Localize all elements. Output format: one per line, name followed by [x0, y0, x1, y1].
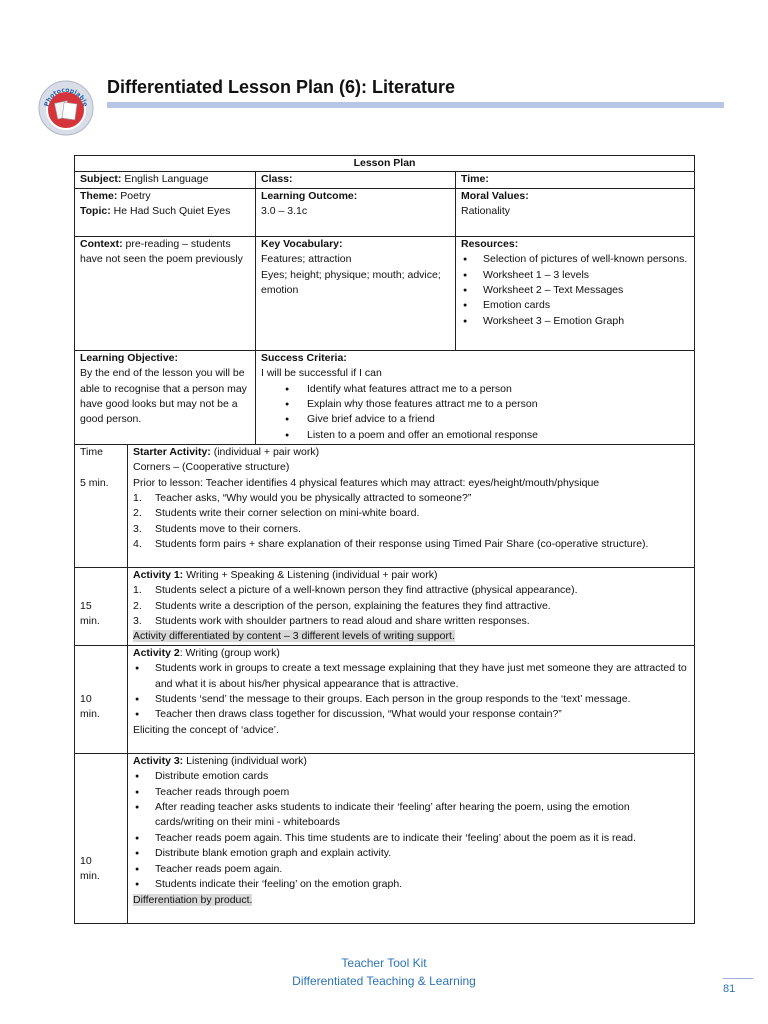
resources-cell — [456, 236, 695, 350]
success-intro: I will be successful if I can — [261, 367, 382, 380]
differentiation-note: Differentiation by product. — [133, 893, 253, 906]
table-row — [75, 350, 695, 444]
objective-cell — [75, 350, 256, 444]
activity-steps — [133, 491, 689, 553]
vocabulary-cell — [256, 236, 456, 350]
context-value: pre-reading – students have not seen the poem previously — [80, 237, 243, 266]
activity-duration: 10 min. — [80, 693, 100, 721]
photocopiable-badge-icon — [38, 80, 94, 136]
subject-cell — [75, 172, 256, 188]
time-cell — [456, 172, 695, 188]
objective-value: By the end of the lesson you will be able to recognise that a person may have good looks but may not be a good person. — [80, 367, 247, 426]
outcome-cell — [256, 188, 456, 236]
activity-duration: 10 min. — [80, 855, 100, 883]
moral-cell — [456, 188, 695, 236]
success-cell — [256, 350, 695, 444]
activity-duration: 15 min. — [80, 599, 100, 628]
list-item: ● Students ‘send’ the message to their groups. Each person in the group responds to the ‘text’ message. — [133, 692, 689, 707]
vocabulary-label: Key Vocabulary: — [261, 237, 343, 250]
activity-closing: Eliciting the concept of ‘advice’. — [133, 723, 279, 736]
resources-list — [461, 252, 689, 329]
list-item: 3. Students move to their corners. — [133, 522, 301, 535]
lesson-plan-table — [74, 155, 695, 924]
list-item: ● Students indicate their ‘feeling’ on the emotion graph. — [133, 877, 689, 892]
title-underline — [107, 102, 724, 108]
class-label: Class: — [261, 173, 293, 186]
activity-title: Activity 3: — [133, 754, 184, 767]
list-item: 2. Students write a description of the person, explaining the features they find attractive. — [133, 599, 551, 612]
activity-time-cell — [75, 567, 128, 645]
activity-time-cell — [75, 645, 128, 753]
table-row — [75, 188, 695, 236]
table-heading: Lesson Plan — [75, 156, 695, 172]
outcome-label: Learning Outcome: — [261, 189, 358, 202]
activity-steps — [133, 583, 689, 629]
activity-line: Corners – (Cooperative structure) — [133, 461, 290, 474]
activity-bullets — [133, 769, 689, 892]
list-item: ● Worksheet 3 – Emotion Graph — [461, 314, 689, 329]
topic-value: He Had Such Quiet Eyes — [113, 205, 231, 218]
activity-time-cell — [75, 444, 128, 567]
table-row — [75, 172, 695, 188]
list-item: 1. Teacher asks, “Why would you be physically attracted to someone?” — [133, 492, 472, 505]
activity-row — [75, 753, 695, 923]
class-cell — [256, 172, 456, 188]
list-item: ● Distribute blank emotion graph and explain activity. — [133, 846, 689, 861]
subject-label: Subject: — [80, 173, 122, 186]
moral-label: Moral Values: — [461, 189, 529, 202]
objective-label: Learning Objective: — [80, 351, 179, 364]
table-row — [75, 236, 695, 350]
page-title: Differentiated Lesson Plan (6): Literature — [107, 77, 456, 97]
list-item: ● Listen to a poem and offer an emotional response — [261, 428, 689, 443]
list-item: ● Identify what features attract me to a person — [261, 382, 689, 397]
moral-value: Rationality — [461, 205, 511, 218]
list-item: ● Selection of pictures of well-known persons. — [461, 252, 689, 267]
activity-content-cell — [128, 444, 695, 567]
badge-label: Photocopiable — [43, 86, 89, 108]
activity-time-cell — [75, 753, 128, 923]
activity-row — [75, 645, 695, 753]
theme-label: Theme: — [80, 189, 118, 202]
footer-line-2: Differentiated Teaching & Learning — [292, 974, 476, 988]
list-item: 2. Students write their corner selection on mini-white board. — [133, 507, 420, 520]
list-item: ● Teacher then draws class together for discussion, “What would your response contain?” — [133, 707, 689, 722]
topic-label: Topic: — [80, 205, 111, 218]
list-item: ● Emotion cards — [461, 298, 689, 313]
activity-title: Starter Activity: — [133, 445, 211, 458]
activity-content-cell — [128, 567, 695, 645]
success-list — [261, 382, 689, 444]
page-number-rule — [723, 978, 753, 979]
activity-title: Activity 1: — [133, 568, 184, 581]
activity-content-cell — [128, 753, 695, 923]
subject-value: English Language — [124, 173, 209, 186]
list-item: 4. Students form pairs + share explanation of their response using Timed Pair Share (co-operative structure). — [133, 538, 649, 551]
differentiation-note: Activity differentiated by content – 3 different levels of writing support. — [133, 630, 455, 643]
theme-value: Poetry — [120, 189, 151, 202]
list-item: ● Teacher reads poem again. This time students are to indicate their ‘feeling’ about the poem as it is read. — [133, 831, 689, 846]
list-item: ● Give brief advice to a friend — [261, 412, 689, 427]
footer-line-1: Teacher Tool Kit — [341, 956, 427, 970]
list-item: ● After reading teacher asks students to indicate their ‘feeling’ after hearing the poem, using the emotion cards/writing on their mini - whiteboards — [133, 800, 689, 831]
theme-cell — [75, 188, 256, 236]
activity-row — [75, 567, 695, 645]
context-cell — [75, 236, 256, 350]
list-item: ● Distribute emotion cards — [133, 769, 689, 784]
list-item: 1. Students select a picture of a well-known person they find attractive (physical appearance). — [133, 584, 578, 597]
activity-mode: Listening (individual work) — [183, 754, 307, 767]
vocabulary-line: Features; attraction — [261, 253, 352, 266]
activity-mode: Writing + Speaking & Listening (individual + pair work) — [183, 568, 438, 581]
list-item: 3. Students work with shoulder partners to read aloud and share written responses. — [133, 615, 530, 628]
activity-content-cell — [128, 645, 695, 753]
list-item: ● Teacher reads through poem — [133, 785, 689, 800]
page-number: 81 — [723, 983, 736, 995]
activity-bullets — [133, 661, 689, 723]
activity-duration: 5 min. — [80, 476, 109, 489]
resources-label: Resources: — [461, 237, 519, 250]
outcome-value: 3.0 – 3.1c — [261, 205, 308, 218]
activity-mode: (individual + pair work) — [210, 445, 320, 458]
list-item: ● Students work in groups to create a text message explaining that they have just met someone they are attracted to and what it is about his/her physical appearance that is attractive. — [133, 661, 689, 692]
time-heading: Time — [80, 445, 103, 458]
table-heading-row — [75, 156, 695, 172]
activity-title: Activity 2 — [133, 646, 180, 659]
activity-row — [75, 444, 695, 567]
list-item: ● Worksheet 2 – Text Messages — [461, 283, 689, 298]
list-item: ● Worksheet 1 – 3 levels — [461, 268, 689, 283]
activity-mode: : Writing (group work) — [179, 646, 280, 659]
context-label: Context: — [80, 237, 123, 250]
success-label: Success Criteria: — [261, 351, 347, 364]
list-item: ● Explain why those features attract me to a person — [261, 397, 689, 412]
vocabulary-line: Eyes; height; physique; mouth; advice; emotion — [261, 268, 441, 297]
list-item: ● Teacher reads poem again. — [133, 862, 689, 877]
time-label: Time: — [461, 173, 489, 186]
activity-line: Prior to lesson: Teacher identifies 4 physical features which may attract: eyes/height/mouth/physique — [133, 476, 600, 489]
